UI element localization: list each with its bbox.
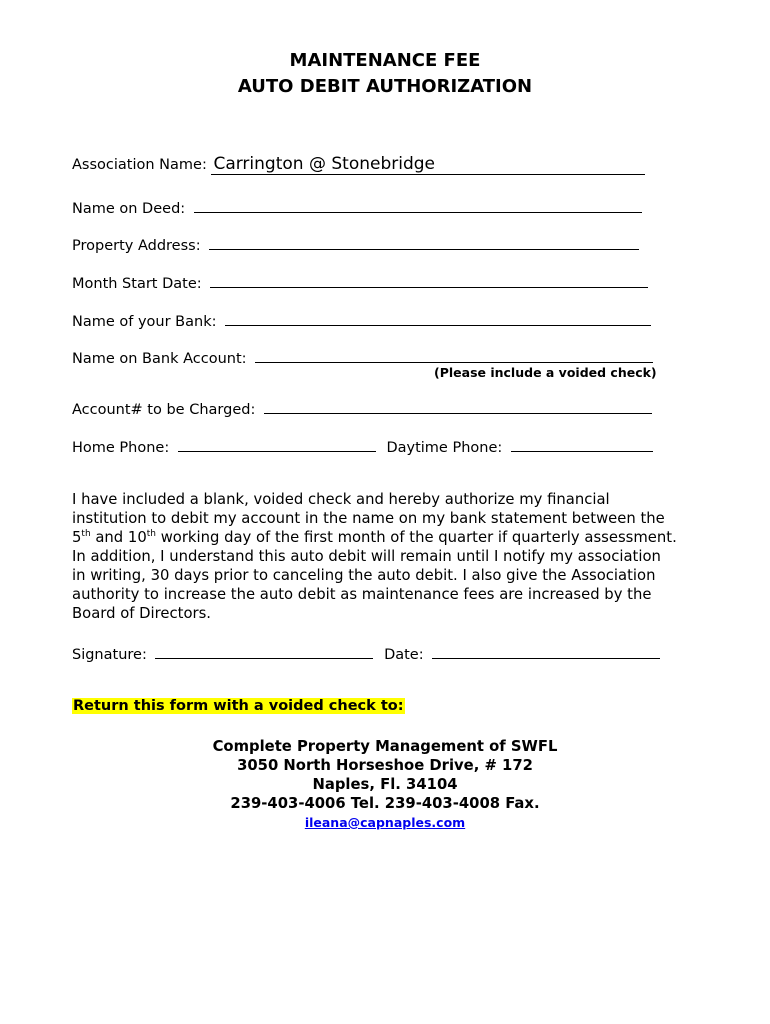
name-on-deed-field[interactable] <box>194 196 642 213</box>
day-2-number: 10 <box>127 529 147 546</box>
authorization-line: authority to increase the auto debit as maintenance fees are increased by the <box>72 586 652 603</box>
street-address: 3050 North Horseshoe Drive, # 172 <box>237 757 533 774</box>
account-field[interactable] <box>264 397 652 414</box>
bank-account-name-label: Name on Bank Account: <box>72 351 247 367</box>
form-title-line-2: AUTO DEBIT AUTHORIZATION <box>237 76 533 97</box>
signature-field[interactable] <box>155 642 373 659</box>
authorization-line: Board of Directors. <box>72 605 212 622</box>
association-name-row <box>72 154 645 175</box>
email-link[interactable]: ileana@capnaples.com <box>304 815 466 830</box>
bank-account-name-field[interactable] <box>255 346 653 363</box>
company-name: Complete Property Management of SWFL <box>212 738 558 755</box>
day-1-suffix: th <box>81 529 91 540</box>
return-address-block <box>0 737 770 832</box>
authorization-line-3-rest: working day of the first month of the quarter if quarterly assessment. <box>155 529 677 546</box>
property-address-row <box>72 233 639 254</box>
authorization-line: institution to debit my account in the name on my bank statement between the <box>72 510 665 527</box>
name-on-deed-row <box>72 196 642 217</box>
date-field[interactable] <box>432 642 660 659</box>
month-start-date-field[interactable] <box>210 271 648 288</box>
authorization-line: I have included a blank, voided check and hereby authorize my financial <box>72 491 610 508</box>
property-address-label: Property Address: <box>72 238 201 254</box>
form-title-line-1: MAINTENANCE FEE <box>289 50 481 71</box>
authorization-line: In addition, I understand this auto debit will remain until I notify my association <box>72 548 661 565</box>
return-instruction: Return this form with a voided check to: <box>73 698 404 714</box>
bank-name-field[interactable] <box>225 309 651 326</box>
property-address-field[interactable] <box>209 233 639 250</box>
voided-check-note: (Please include a voided check) <box>434 365 657 380</box>
authorization-line <box>72 528 712 547</box>
phone-fax: 239-403-4006 Tel. 239-403-4008 Fax. <box>230 795 540 812</box>
day-1-number: 5 <box>72 529 82 546</box>
daytime-phone-label: Daytime Phone: <box>386 440 503 456</box>
month-start-date-row <box>72 271 648 292</box>
signature-label: Signature: <box>72 647 147 663</box>
phone-row <box>72 435 653 456</box>
month-start-date-label: Month Start Date: <box>72 276 202 292</box>
authorization-line: in writing, 30 days prior to canceling the auto debit. I also give the Association <box>72 567 656 584</box>
bank-name-row <box>72 309 651 330</box>
day-2-suffix: th <box>146 529 156 540</box>
home-phone-field[interactable] <box>178 435 376 452</box>
bank-name-label: Name of your Bank: <box>72 314 217 330</box>
authorization-paragraph <box>72 490 712 623</box>
bank-account-name-row <box>72 346 653 367</box>
date-label: Date: <box>384 647 424 663</box>
city-address: Naples, Fl. 34104 <box>312 776 458 793</box>
name-on-deed-label: Name on Deed: <box>72 201 186 217</box>
association-name-value[interactable]: Carrington @ Stonebridge <box>211 154 645 175</box>
account-row <box>72 397 652 418</box>
account-label: Account# to be Charged: <box>72 402 256 418</box>
home-phone-label: Home Phone: <box>72 440 170 456</box>
and-text: and <box>90 529 128 546</box>
association-name-label: Association Name: <box>72 157 207 173</box>
signature-row <box>72 642 660 663</box>
daytime-phone-field[interactable] <box>511 435 653 452</box>
